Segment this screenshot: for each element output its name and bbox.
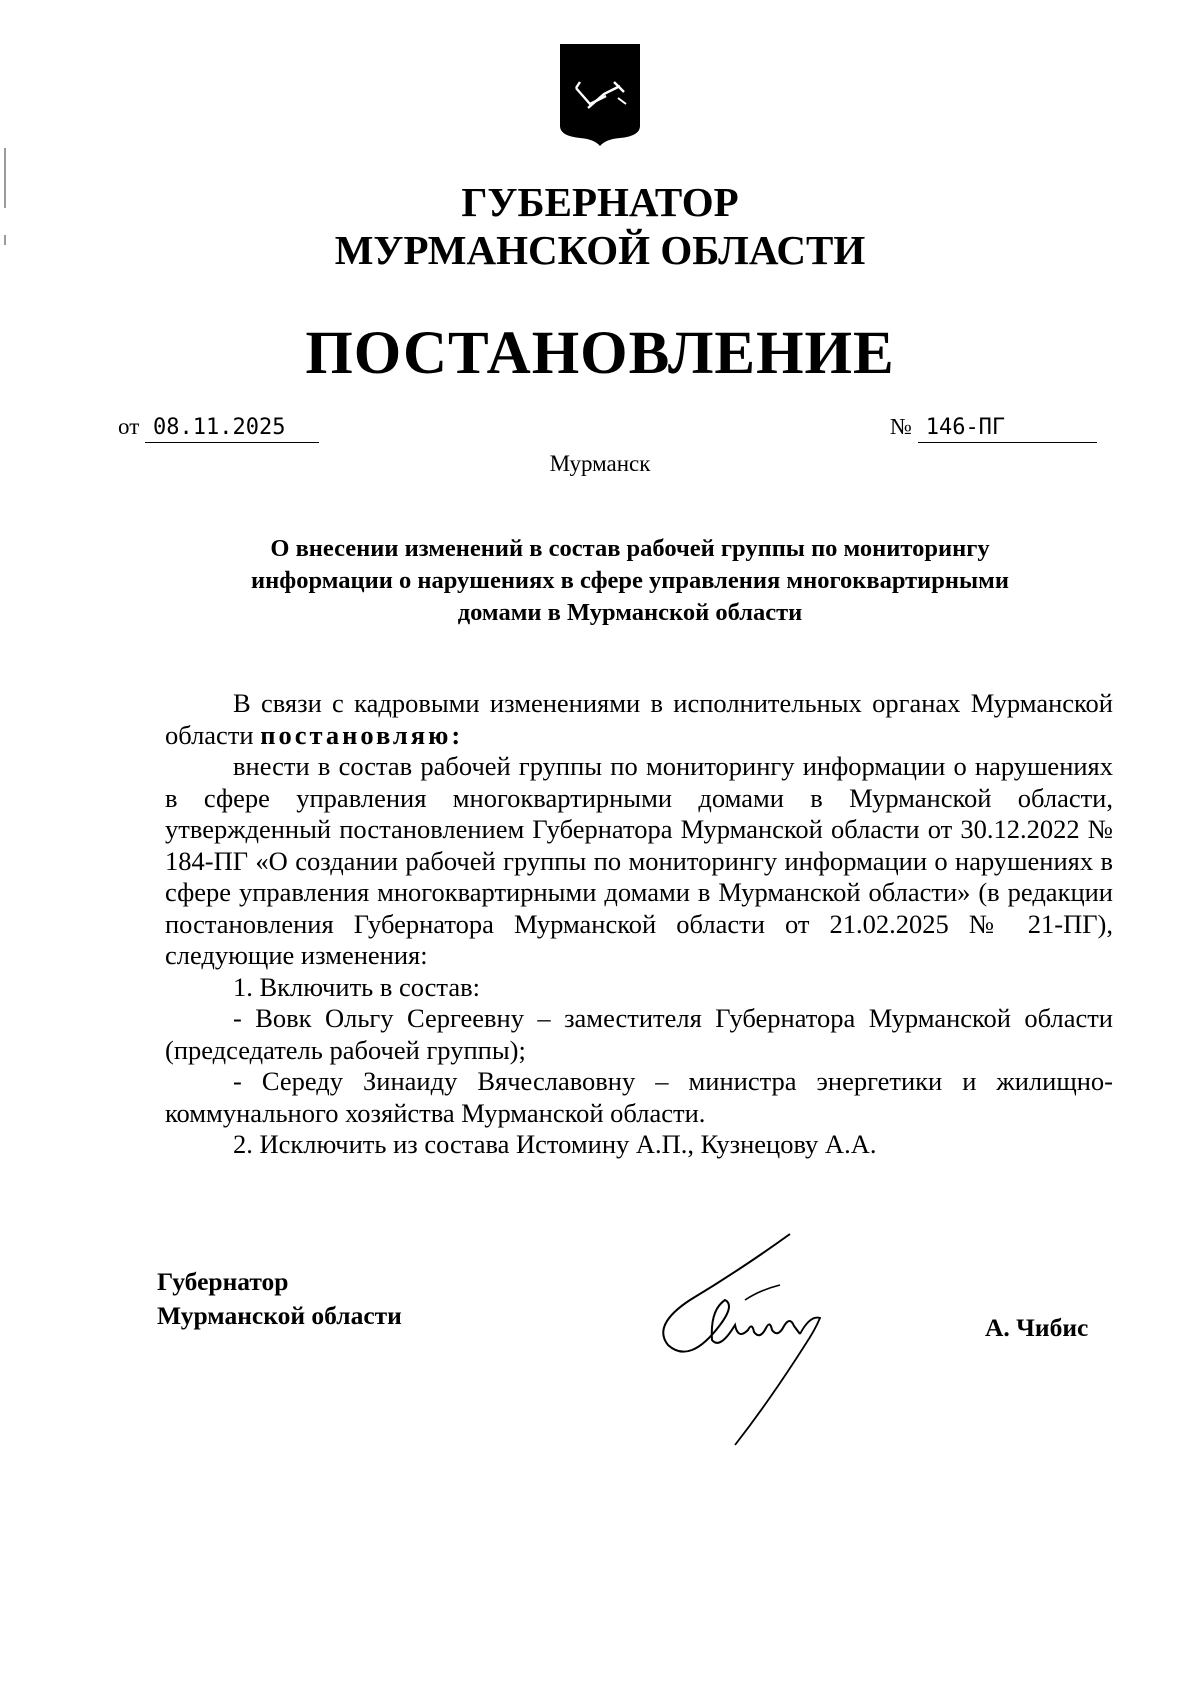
subject-line: домами в Мурманской области bbox=[457, 599, 803, 626]
signatory-title bbox=[157, 1265, 402, 1333]
date-field bbox=[118, 413, 319, 443]
handwritten-signature bbox=[650, 1230, 860, 1450]
coat-of-arms-emblem bbox=[558, 42, 642, 148]
date-prefix: от bbox=[118, 414, 140, 439]
authority-title-line1: ГУБЕРНАТОР bbox=[461, 179, 739, 225]
resolving-word: постановляю: bbox=[260, 719, 464, 750]
city-name: Мурманск bbox=[549, 451, 651, 476]
subject-line: О внесении изменений в состав рабочей группы по мониторингу bbox=[270, 535, 990, 562]
signatory-title-line2: Мурманской области bbox=[157, 1301, 402, 1330]
signatory-title-line1: Губернатор bbox=[157, 1267, 289, 1296]
number-prefix: № bbox=[890, 414, 912, 439]
document-number: 146-ПГ bbox=[918, 414, 1097, 443]
item-1-member-a: - Вовк Ольгу Сергеевну – заместителя Губернатора Мурманской области (председатель рабочей группы); bbox=[165, 1003, 1113, 1065]
subject-line: информации о нарушениях в сфере управления многоквартирными bbox=[251, 567, 1009, 594]
authority-title-line2: МУРМАНСКОЙ ОБЛАСТИ bbox=[334, 227, 866, 273]
document-body bbox=[165, 688, 1113, 1161]
main-paragraph: внести в состав рабочей группы по мониторингу информации о нарушениях в сфере управления многоквартирными домами в Мурманской области, утвержденный постановлением Губернатора Мурманской области от 30.12.2022 № 184-ПГ «О создании рабочей группы по мониторингу информации о нарушениях в сфере управления многоквартирными домами в Мурманской области» (в редакции постановления Губернатора Мурманской области от 21.02.2025 № 21-ПГ), следующие изменения: bbox=[165, 751, 1113, 970]
item-2: 2. Исключить из состава Истомину А.П., Кузнецову А.А. bbox=[233, 1129, 877, 1159]
preamble-paragraph bbox=[165, 688, 1113, 751]
number-field bbox=[890, 413, 1097, 443]
document-date: 08.11.2025 bbox=[145, 414, 319, 443]
document-subject bbox=[170, 533, 1090, 629]
item-1-member-b: - Середу Зинаиду Вячеславовну – министра энергетики и жилищно-коммунального хозяйства Мурманской области. bbox=[165, 1066, 1113, 1128]
preamble-text: В связи с кадровыми изменениями в исполнительных органах Мурманской области bbox=[165, 688, 1113, 750]
document-type-title: ПОСТАНОВЛЕНИЕ bbox=[305, 320, 895, 387]
signatory-name: А. Чибис bbox=[985, 1313, 1089, 1342]
item-1: 1. Включить в состав: bbox=[233, 971, 480, 1002]
